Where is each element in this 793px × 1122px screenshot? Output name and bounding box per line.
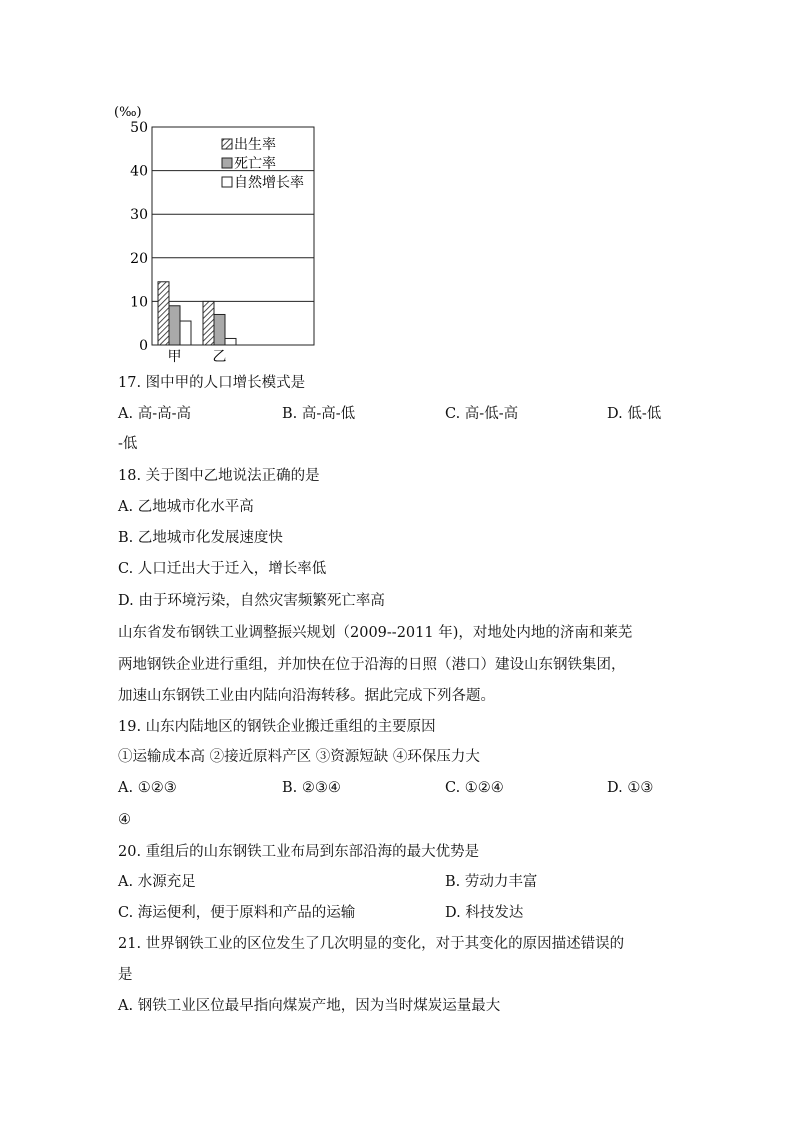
q17-option-d-continued: -低 bbox=[118, 436, 138, 452]
legend-label: 自然增长率 bbox=[234, 175, 304, 191]
y-unit-label: (‰) bbox=[114, 105, 142, 120]
q19-option-d: D. ①③ bbox=[607, 780, 654, 796]
bar-white bbox=[180, 321, 191, 345]
q20-option-c: C. 海运便利，便于原料和产品的运输 bbox=[118, 905, 356, 921]
q21-option-a: A. 钢铁工业区位最早指向煤炭产地，因为当时煤炭运量最大 bbox=[118, 998, 501, 1014]
q21-stem-line-2: 是 bbox=[118, 967, 133, 983]
q18-option-d: D. 由于环境污染，自然灾害频繁死亡率高 bbox=[118, 593, 385, 609]
q20-option-b: B. 劳动力丰富 bbox=[445, 874, 538, 890]
q19-items: ①运输成本高 ②接近原料产区 ③资源短缺 ④环保压力大 bbox=[118, 749, 480, 765]
x-category-label: 甲 bbox=[167, 349, 182, 365]
passage-line-2: 两地钢铁企业进行重组，并加快在位于沿海的日照（港口）建设山东钢铁集团， bbox=[118, 657, 626, 673]
legend-label: 出生率 bbox=[234, 137, 276, 153]
q19-option-b: B. ②③④ bbox=[282, 780, 341, 796]
q18-stem: 18. 关于图中乙地说法正确的是 bbox=[118, 468, 320, 484]
legend-swatch-gray bbox=[222, 158, 232, 168]
q20-stem: 20. 重组后的山东钢铁工业布局到东部沿海的最大优势是 bbox=[118, 844, 480, 860]
y-tick-label: 10 bbox=[130, 294, 148, 311]
q19-option-c: C. ①②④ bbox=[445, 780, 504, 796]
x-category-label: 乙 bbox=[212, 349, 227, 365]
q18-option-b: B. 乙地城市化发展速度快 bbox=[118, 530, 283, 546]
q21-stem-line-1: 21. 世界钢铁工业的区位发生了几次明显的变化，对于其变化的原因描述错误的 bbox=[118, 936, 625, 952]
q17-option-a: A. 高-高-高 bbox=[118, 406, 191, 422]
y-tick-label: 50 bbox=[130, 120, 148, 136]
y-tick-label: 0 bbox=[139, 338, 148, 354]
passage-line-1: 山东省发布钢铁工业调整振兴规划（2009--2011 年)，对地处内地的济南和莱芜 bbox=[118, 625, 633, 641]
bar-white bbox=[225, 338, 236, 345]
q17-option-b: B. 高-高-低 bbox=[282, 406, 356, 422]
y-tick-label: 30 bbox=[130, 207, 148, 224]
chart-svg bbox=[110, 100, 330, 365]
q17-stem: 17. 图中甲的人口增长模式是 bbox=[118, 375, 306, 391]
legend-swatch-hatch bbox=[222, 139, 232, 149]
q19-option-a: A. ①②③ bbox=[118, 780, 177, 796]
population-bar-chart bbox=[110, 100, 330, 365]
q18-option-a: A. 乙地城市化水平高 bbox=[118, 499, 254, 515]
passage-line-3: 加速山东钢铁工业由内陆向沿海转移。据此完成下列各题。 bbox=[118, 688, 495, 704]
y-tick-label: 20 bbox=[130, 250, 148, 267]
legend-swatch-white bbox=[222, 177, 232, 187]
q17-option-c: C. 高-低-高 bbox=[445, 406, 519, 422]
bar-gray bbox=[169, 306, 180, 345]
bar-hatch bbox=[158, 282, 169, 345]
q20-option-a: A. 水源充足 bbox=[118, 874, 196, 890]
bar-gray bbox=[214, 314, 225, 345]
q17-option-d: D. 低-低 bbox=[607, 406, 662, 422]
q20-option-d: D. 科技发达 bbox=[445, 905, 524, 921]
q19-stem: 19. 山东内陆地区的钢铁企业搬迁重组的主要原因 bbox=[118, 719, 436, 735]
y-tick-label: 40 bbox=[130, 163, 148, 180]
q19-option-d-continued: ④ bbox=[118, 812, 131, 828]
legend-label: 死亡率 bbox=[234, 156, 276, 172]
bar-hatch bbox=[203, 301, 214, 345]
q18-option-c: C. 人口迁出大于迁入，增长率低 bbox=[118, 561, 327, 577]
